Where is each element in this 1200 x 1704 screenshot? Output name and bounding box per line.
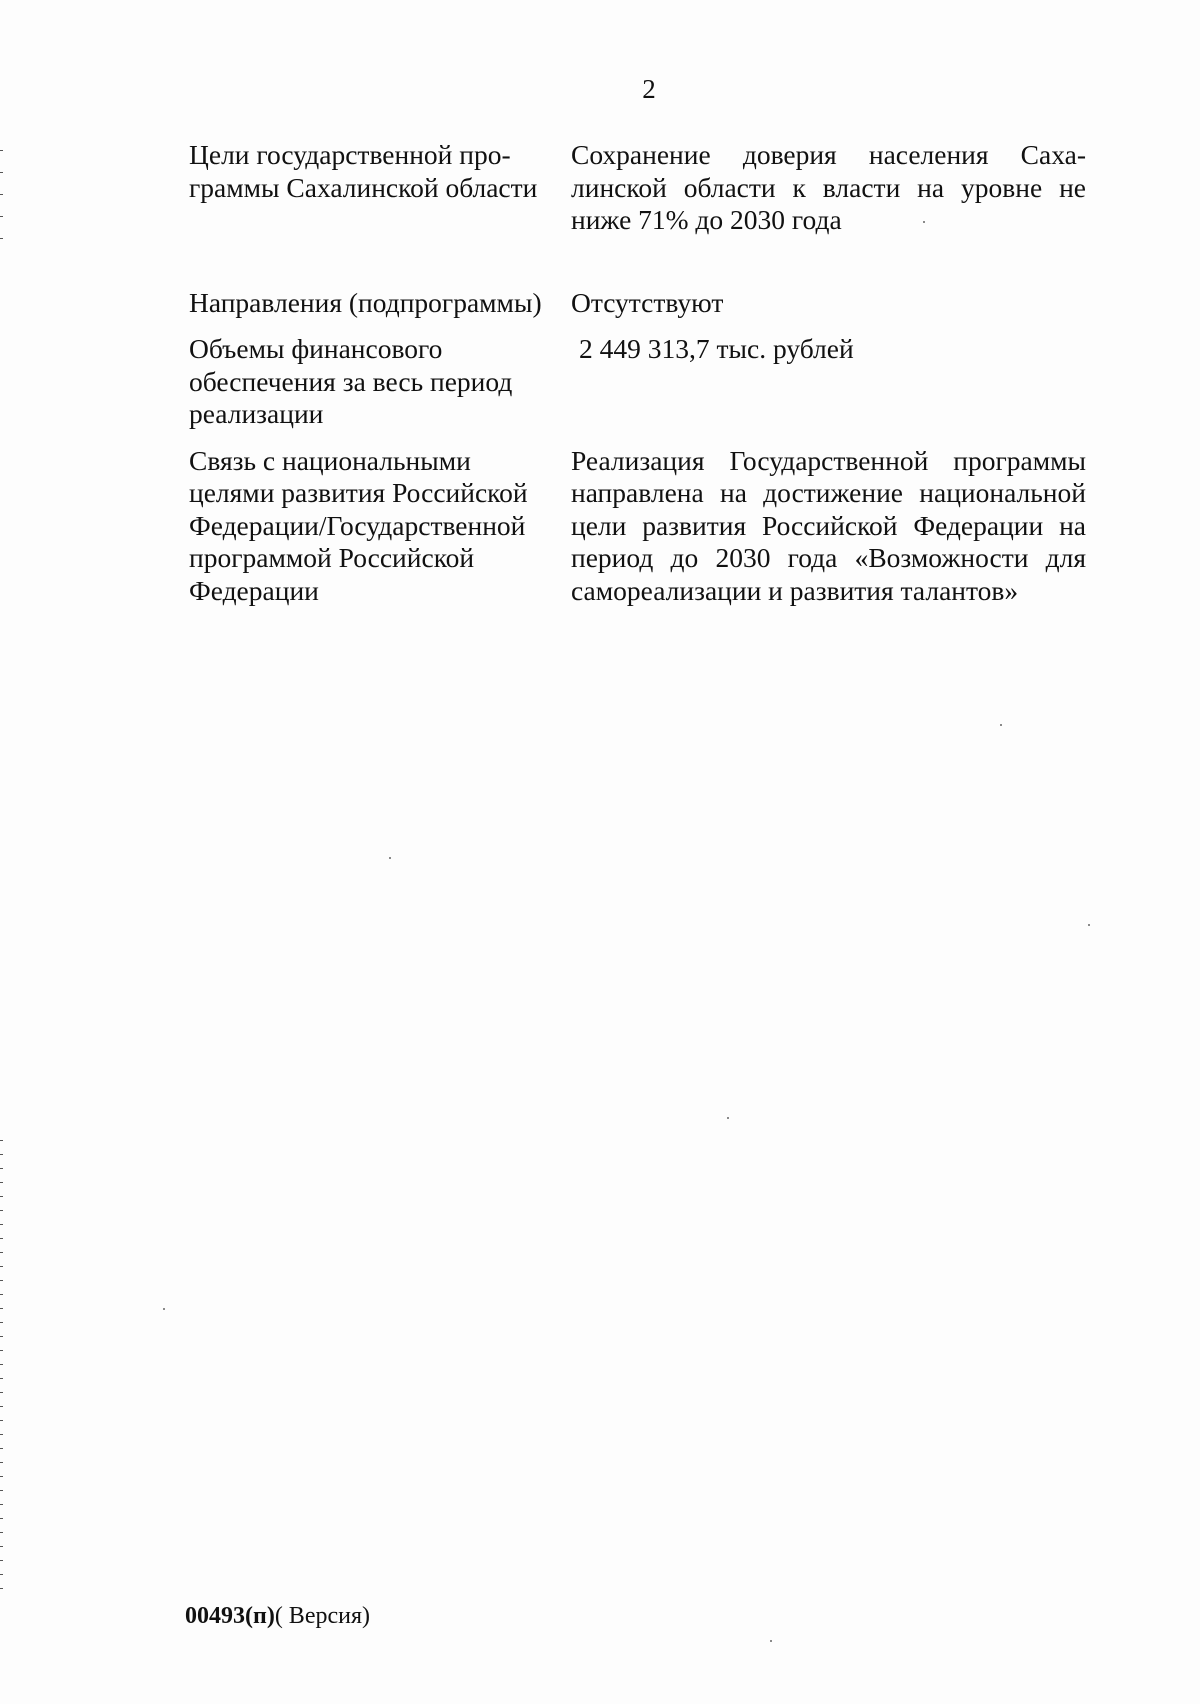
- scan-margin-tick: [0, 1392, 3, 1393]
- scan-speck: [770, 1640, 772, 1642]
- program-passport-table: [189, 139, 1086, 607]
- scan-margin-tick: [0, 1420, 3, 1421]
- scan-margin-tick: [0, 1350, 3, 1351]
- scan-margin-tick: [0, 1238, 3, 1239]
- scan-speck: [389, 857, 391, 859]
- scan-margin-tick: [0, 1448, 3, 1449]
- scan-margin-tick: [0, 150, 3, 151]
- scan-margin-tick: [0, 1294, 3, 1295]
- scan-margin-tick: [0, 172, 3, 173]
- scan-margin-tick: [0, 1378, 3, 1379]
- scan-margin-tick: [0, 1574, 3, 1575]
- scan-margin-tick: [0, 1196, 3, 1197]
- scan-margin-tick: [0, 1140, 3, 1141]
- passport-row-directions: [189, 287, 1086, 320]
- document-version-label: ( Версия): [274, 1603, 370, 1629]
- scan-speck: [727, 1117, 729, 1119]
- row-value-goals: Сохранение доверия населения Сахалинской области к власти на уровне не ниже 71% до 2030 года: [571, 139, 1086, 235]
- scan-margin-tick: [0, 1462, 3, 1463]
- scan-margin-tick: [0, 1308, 3, 1309]
- row-value-directions: Отсутствуют: [571, 286, 724, 318]
- row-value-national-goals: Реализация Государственной программы направлена на достижение национальной цели развития Российской Федерации на период до 2030 года «Возможности для самореализации и развития талантов»: [571, 444, 1086, 606]
- scan-margin-tick: [0, 1252, 3, 1253]
- passport-row-goals: [189, 139, 1086, 237]
- scan-margin-tick: [0, 1518, 3, 1519]
- scan-margin-tick: [0, 1210, 3, 1211]
- scan-margin-tick: [0, 1532, 3, 1533]
- row-label-goals: Цели государственной программы Сахалинской области: [189, 139, 538, 203]
- page-number: 2: [642, 74, 656, 104]
- scan-margin-tick: [0, 1560, 3, 1561]
- scan-margin-tick: [0, 1504, 3, 1505]
- scan-margin-tick: [0, 1476, 3, 1477]
- row-label-national-goals: Связь с национальными целями развития Российской Федерации/Государственной программой Российской Федерации: [189, 444, 528, 606]
- scan-speck: [923, 221, 925, 223]
- scan-margin-tick: [0, 216, 3, 217]
- row-value-funding: 2 449 313,7 тыс. рублей: [579, 333, 854, 364]
- scan-speck: [1000, 724, 1002, 726]
- row-label-funding: Объемы финансового обеспечения за весь период реализации: [189, 333, 513, 429]
- row-label-directions: Направления (подпрограммы): [189, 286, 542, 318]
- scan-speck: [163, 1308, 165, 1310]
- scan-margin-tick: [0, 1168, 3, 1169]
- scan-margin-tick: [0, 1280, 3, 1281]
- passport-row-national-goals: [189, 445, 1086, 608]
- scan-margin-tick: [0, 1490, 3, 1491]
- scan-margin-tick: [0, 1322, 3, 1323]
- scan-margin-tick: [0, 194, 3, 195]
- document-footer-code: [185, 1603, 370, 1630]
- document-registration-number: 00493(п): [185, 1603, 275, 1629]
- scan-margin-tick: [0, 1588, 3, 1589]
- scan-margin-tick: [0, 1224, 3, 1225]
- passport-row-funding: [189, 333, 1086, 431]
- scan-margin-tick: [0, 1406, 3, 1407]
- scan-margin-tick: [0, 238, 3, 239]
- scan-margin-tick: [0, 1182, 3, 1183]
- scan-margin-marks: [0, 0, 4, 1704]
- scan-margin-tick: [0, 1434, 3, 1435]
- scan-margin-tick: [0, 1336, 3, 1337]
- scan-margin-tick: [0, 1266, 3, 1267]
- scan-margin-tick: [0, 1546, 3, 1547]
- scan-margin-tick: [0, 1154, 3, 1155]
- scan-speck: [1088, 924, 1090, 926]
- scan-margin-tick: [0, 1364, 3, 1365]
